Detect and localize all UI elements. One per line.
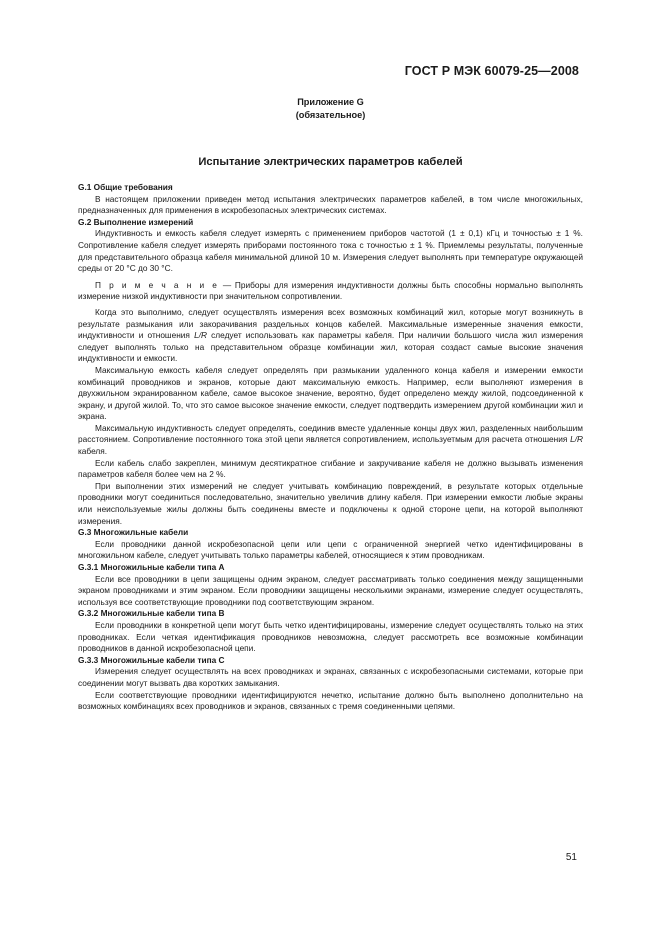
note-label: П р и м е ч а н и е [95, 279, 220, 290]
paragraph-text: кабеля. [78, 446, 108, 457]
document-body [78, 182, 583, 713]
document-id: ГОСТ Р МЭК 60079-25—2008 [404, 64, 579, 78]
annex-label: Приложение G [297, 97, 364, 107]
note-paragraph [78, 280, 583, 303]
paragraph: В настоящем приложении приведен метод испытания электрических параметров кабелей, в том числе многожильных, предназначенных для применения в искробезопасных электрических системах. [78, 193, 583, 216]
paragraph-text: Когда это выполнимо, следует осуществлять измерения всех возможных комбинаций жил, которые могут возникнуть в результате размыкания или закорачивания раздельных концов кабелей. Максимальные измеренные значения емкости, индуктивности и отношения [78, 306, 583, 341]
section-heading-g3: G.3 Многожильные кабели [78, 527, 189, 538]
paragraph [78, 423, 583, 458]
lr-ratio: L/R [570, 434, 583, 445]
annex-title: Испытание электрических параметров кабелей [198, 156, 463, 168]
note-text: — Приборы для измерения индуктивности должны быть способны нормально выполнять измерение низкой индуктивности при значительном сопротивлении. [78, 279, 583, 302]
paragraph-text: следует использовать как параметры кабеля. При наличии большого числа жил измерения следует выполнять только на представительном образце комбинации жил, которая создаст самые высокие значения индуктивности и емкости. [78, 330, 583, 364]
paragraph: При выполнении этих измерений не следует учитывать комбинацию повреждений, в результате которых отдельные проводники могут соединиться последовательно, значительно увеличив длину кабеля. При измерении емкости любые экраны или неиспользуемые жилы должны быть соединены вместе и подключены к одной стороне цепи, на которой выполняют измерения. [78, 480, 583, 526]
section-heading-g31: G.3.1 Многожильные кабели типа А [78, 562, 225, 572]
section-heading-g32: G.3.2 Многожильные кабели типа В [78, 608, 225, 619]
page-number: 51 [565, 852, 577, 863]
paragraph: Если все проводники в цепи защищены одним экраном, следует рассматривать только соединения между защищенными экраном проводниками и этим экраном. Если проводники защищены несколькими экранами, измерение следует осуществлять, используя все соответствующие проводники под соответствующим экраном. [78, 573, 583, 607]
paragraph: Максимальную емкость кабеля следует определять при размыкании удаленного конца кабеля и измерении емкости комбинаций проводников и экранов, которые дают максимальную емкость. Например, если выполняют измерения в двухжильном экранированном кабеле, самое высокое значение, вероятно, будет определено между жилой, подсоединенной к экрану, и другой жилой. То, что это самое высокое значение емкости, следует подтвердить измерением другой комбинации жил и экрана. [78, 364, 583, 422]
paragraph-text: Максимальную индуктивность следует определять, соединив вместе удаленные концы двух жил, разделенных наибольшим расстоянием. Сопротивление постоянного тока этой цепи является сопротивлением, используетмым для расчета отношения [78, 422, 583, 445]
paragraph: Измерения следует осуществлять на всех проводниках и экранах, связанных с искробезопасными системами, которые при соединении могут вызвать два коротких замыкания. [78, 666, 583, 688]
section-heading-g1: G.1 Общие требования [78, 182, 173, 192]
annex-status: (обязательное) [295, 110, 366, 120]
paragraph: Индуктивность и емкость кабеля следует измерять с применением приборов частотой (1 ± 0,1) кГц и точностью ± 1 %. Сопротивление кабеля следует измерять приборами постоянного тока с точностью ± 1 %. Приемлемы результаты, полученные для представительного образца кабеля минимальной длиной 10 м. Измерения следует выполнять при температуре окружающей среды от 20 °С до 30 °С. [78, 228, 583, 274]
paragraph: Если соответствующие проводники идентифицируются нечетко, испытание должно быть выполнено дополнительно на возможных комбинациях всех проводников и экранов, связанных с тремя соединенными цепями. [78, 689, 583, 712]
lr-ratio: L/R [194, 330, 207, 341]
section-heading-g33: G.3.3 Многожильные кабели типа С [78, 654, 225, 665]
paragraph [78, 307, 583, 365]
section-heading-g2: G.2 Выполнение измерений [78, 216, 194, 227]
paragraph: Если проводники в конкретной цепи могут быть четко идентифицированы, измерение следует осуществлять только на этих проводниках. Если четкая идентификация проводников невозможна, следует рассмотреть все возможные комбинации проводников в данной искробезопасной цепи. [78, 619, 583, 654]
paragraph: Если проводники данной искробезопасной цепи или цепи с ограниченной энергией четко идентифицированы в многожильном кабеле, следует учитывать только параметры кабелей, относящиеся к этим проводникам. [78, 538, 583, 561]
paragraph: Если кабель слабо закреплен, минимум десятикратное сгибание и закручивание кабеля не должно вызывать изменения параметров кабеля более чем на 2 %. [78, 457, 583, 480]
annex-heading [0, 96, 661, 122]
